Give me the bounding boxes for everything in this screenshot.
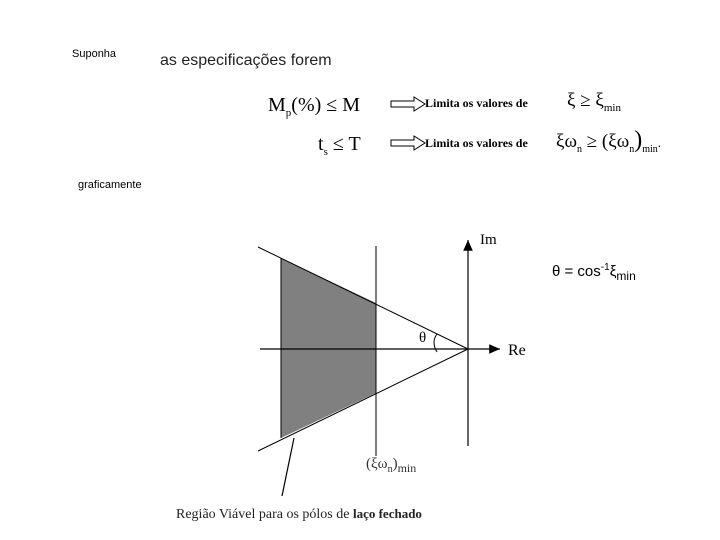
re-axis-label: Re: [508, 342, 526, 359]
result-xiwn-min: $\xi\omega_n \ge (\xi\omega_n)_{min}$.: [556, 127, 662, 155]
feasible-region: [281, 258, 376, 438]
region-caption: Região Viável para os pólos de laço fechado: [176, 506, 422, 522]
theta-label: θ: [419, 330, 427, 346]
intro-text: as especificações forem: [160, 52, 332, 69]
spec-mp: $M_p(\%) \le M$: [268, 94, 361, 119]
xiwn-min-label: $(\xi\omega_n)_{min}$: [366, 456, 417, 475]
graficamente-label: graficamente: [78, 179, 142, 191]
spec-ts: $t_s \le T$: [318, 133, 361, 158]
theta-formula: $\theta = \cos^{-1}\xi_{min}$: [552, 262, 636, 283]
caption-pointer: [282, 438, 294, 496]
limit-label-1: Limita os valores de: [425, 96, 528, 110]
result-xi-min: $\xi \ge \xi_{min}$: [567, 90, 621, 114]
suponha-label: Suponha: [72, 48, 117, 60]
limit-label-2: Limita os valores de: [425, 136, 528, 150]
im-axis-label: Im: [480, 232, 497, 248]
